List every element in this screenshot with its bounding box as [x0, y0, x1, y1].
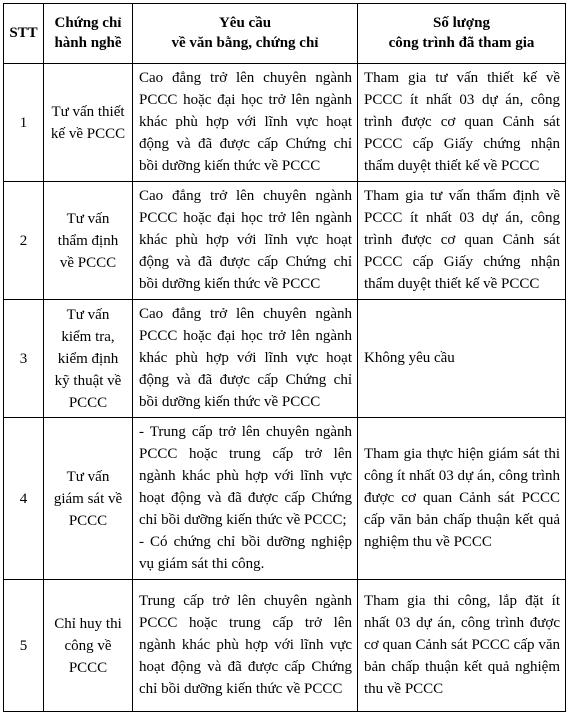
- header-requirement-line: Yêu cầu: [218, 15, 272, 31]
- certificate-line: kiểm tra,: [61, 328, 115, 345]
- header-certificate-line: Chứng chỉ: [54, 15, 122, 31]
- requirement-text: - Trung cấp trở lên chuyên ngành PCCC hoặc trung cấp trở lên ngành khác phù hợp với lĩnh vực hoạt động và đã được cấp Chứng chỉ bồi dưỡng kiến thức về PCCC;: [139, 424, 352, 528]
- certificate-cell: [44, 580, 133, 712]
- table-row: [4, 64, 566, 182]
- projects-cell: Tham gia tư vấn thẩm định về PCCC ít nhất 03 dự án, công trình được cơ quan Cảnh sát PCCC cấp Giấy chứng nhận thẩm duyệt thiết kế về PCCC: [358, 182, 566, 300]
- row-number: 5: [4, 580, 44, 712]
- certificate-cell: [44, 418, 133, 580]
- projects-cell: Tham gia thi công, lắp đặt ít nhất 03 dự án, công trình được cơ quan Cảnh sát PCCC cấp văn bản chấp thuận kết quả nghiệm thu về PCCC: [358, 580, 566, 712]
- certificate-line: kiểm định: [57, 350, 119, 367]
- row-number: 3: [4, 300, 44, 418]
- requirement-cell: [133, 418, 358, 580]
- certificate-line: PCCC: [68, 512, 108, 529]
- certificate-line: Tư vấn thiết: [51, 103, 125, 120]
- requirement-text: Trung cấp trở lên chuyên ngành PCCC hoặc trung cấp trở lên ngành khác phù hợp với lĩnh vực hoạt động và đã được cấp Chứng chỉ bồi dưỡng kiến thức về PCCC: [139, 593, 352, 697]
- row-number: 2: [4, 182, 44, 300]
- certificate-line: giám sát về: [53, 490, 123, 507]
- requirement-text: - Có chứng chỉ bồi dưỡng nghiệp vụ giám sát thi công.: [139, 534, 352, 572]
- header-certificate: [44, 4, 133, 64]
- header-certificate-line: hành nghề: [54, 35, 122, 51]
- requirement-cell: [133, 182, 358, 300]
- certificate-line: Tư vấn: [66, 210, 110, 227]
- projects-cell: Tham gia tư vấn thiết kế về PCCC ít nhất 03 dự án, công trình được cơ quan Cảnh sát PCCC cấp Giấy chứng nhận thẩm duyệt thiết kế về PCCC: [358, 64, 566, 182]
- table-header-row: [4, 4, 566, 64]
- header-stt: STT: [4, 4, 44, 64]
- certificate-line: về PCCC: [59, 254, 117, 271]
- header-projects-line: công trình đã tham gia: [388, 35, 535, 51]
- header-projects: [358, 4, 566, 64]
- row-number: 4: [4, 418, 44, 580]
- certificate-cell: [44, 300, 133, 418]
- certificate-line: Tư vấn: [66, 468, 110, 485]
- projects-cell: Không yêu cầu: [358, 300, 566, 418]
- requirement-cell: [133, 64, 358, 182]
- requirement-text: Cao đẳng trở lên chuyên ngành PCCC hoặc đại học trở lên ngành khác phù hợp với lĩnh vực hoạt động và đã được cấp Chứng chỉ bồi dưỡng kiến thức về PCCC: [139, 70, 352, 174]
- header-projects-line: Số lượng: [433, 15, 490, 31]
- requirement-cell: [133, 300, 358, 418]
- certificate-line: Chỉ huy thi: [54, 615, 122, 632]
- table-row: [4, 182, 566, 300]
- certificate-cell: [44, 182, 133, 300]
- requirement-text: Cao đẳng trở lên chuyên ngành PCCC hoặc đại học trở lên ngành khác phù hợp với lĩnh vực hoạt động và đã được cấp Chứng chỉ bồi dưỡng kiến thức về PCCC: [139, 306, 352, 410]
- table-row: [4, 580, 566, 712]
- certificate-line: kỹ thuật về: [54, 372, 122, 389]
- certificate-line: PCCC: [68, 659, 108, 676]
- certificate-line: kế về PCCC: [50, 125, 126, 142]
- certificate-line: Tư vấn: [66, 306, 110, 323]
- row-number: 1: [4, 64, 44, 182]
- header-requirement: [133, 4, 358, 64]
- table-row: [4, 418, 566, 580]
- certificate-cell: [44, 64, 133, 182]
- certificate-line: PCCC: [68, 394, 108, 411]
- table-row: [4, 300, 566, 418]
- header-requirement-line: về văn bằng, chứng chỉ: [171, 35, 319, 51]
- certificate-line: công về: [64, 637, 112, 654]
- requirements-table: [3, 3, 566, 712]
- projects-cell: Tham gia thực hiện giám sát thi công ít nhất 03 dự án, công trình được cơ quan Cảnh sát PCCC cấp văn bản chấp thuận kết quả nghiệm thu về PCCC: [358, 418, 566, 580]
- requirement-cell: [133, 580, 358, 712]
- requirement-text: Cao đẳng trở lên chuyên ngành PCCC hoặc đại học trở lên ngành khác phù hợp với lĩnh vực hoạt động và đã được cấp Chứng chỉ bồi dưỡng kiến thức về PCCC: [139, 188, 352, 292]
- certificate-line: thẩm định: [57, 232, 119, 249]
